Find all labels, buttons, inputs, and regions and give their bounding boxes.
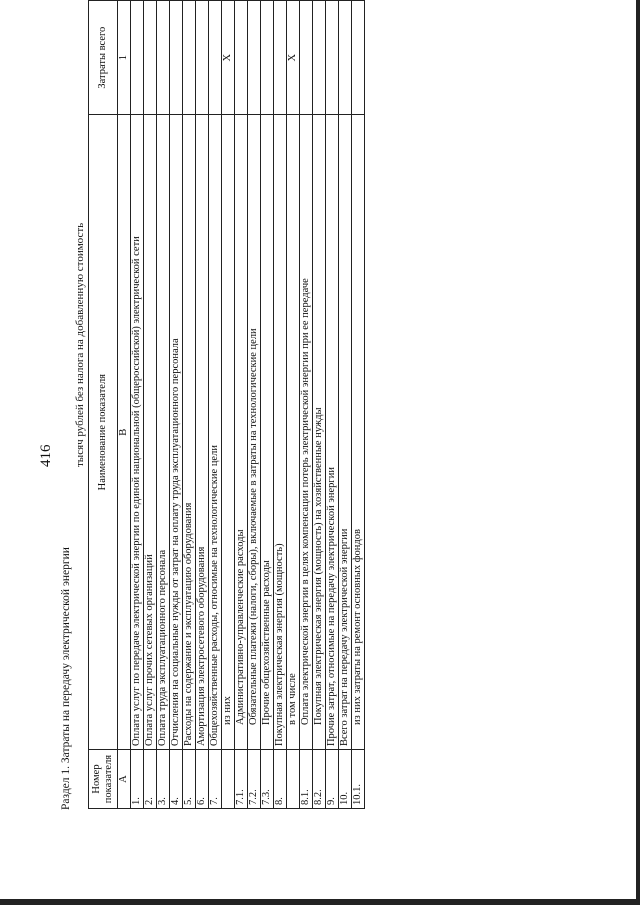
row-total [131,1,144,115]
subheader-name: В [118,115,131,750]
table-row [222,1,235,809]
table-row [300,1,313,809]
table-row [352,1,365,809]
row-name: Общехозяйственные расходы, относимые на технологические цели [209,115,222,750]
table-row [209,1,222,809]
table-row [144,1,157,809]
row-number [222,750,235,809]
row-number: 10. [339,750,352,809]
row-name: Обязательные платежи (налоги, сборы), включаемые в затраты на технологические цели [248,115,261,750]
page-number: 416 [38,444,54,467]
row-name: Оплата услуг прочих сетевых организаций [144,115,157,750]
row-name: Прочие общехозяйственные расходы [261,115,274,750]
subheader-row [118,1,131,809]
row-total [170,1,183,115]
row-total [339,1,352,115]
row-name: Оплата труда эксплуатационного персонала [157,115,170,750]
row-total [144,1,157,115]
row-number: 9. [326,750,339,809]
table-row [287,1,300,809]
row-total [183,1,196,115]
row-total: X [287,1,300,115]
row-number: 4. [170,750,183,809]
row-number: 5. [183,750,196,809]
row-total [196,1,209,115]
table-body [131,1,365,809]
row-number: 7.2. [248,750,261,809]
row-name: Оплата электрической энергии в целях компенсации потерь электрической энергии при ее передаче [300,115,313,750]
row-name: Покупная электрическая энергия (мощность) [274,115,287,750]
row-name: Прочие затрат, относимые на передачу электрической энергии [326,115,339,750]
row-number: 3. [157,750,170,809]
row-number: 1. [131,750,144,809]
row-total [352,1,365,115]
row-number: 7.1. [235,750,248,809]
row-total [209,1,222,115]
row-number: 8.2. [313,750,326,809]
row-name: из них [222,115,235,750]
subheader-number: А [118,750,131,809]
table-row [313,1,326,809]
table-row [183,1,196,809]
table-row [131,1,144,809]
row-total: X [222,1,235,115]
row-total [313,1,326,115]
header-number: Номер показателя [89,750,118,809]
table-row [339,1,352,809]
table-row [196,1,209,809]
row-number: 10.1. [352,750,365,809]
row-number: 2. [144,750,157,809]
row-name: Расходы на содержание и эксплуатацию оборудования [183,115,196,750]
header-row [89,1,118,809]
row-name: Амортизация электросетевого оборудования [196,115,209,750]
row-total [300,1,313,115]
row-number: 7. [209,750,222,809]
subheader-total: 1 [118,1,131,115]
row-total [274,1,287,115]
table-row [157,1,170,809]
table-row [235,1,248,809]
row-number: 8. [274,750,287,809]
row-total [261,1,274,115]
table-row [326,1,339,809]
row-name: Отчисления на социальные нужды от затрат на оплату труда эксплуатационного персонала [170,115,183,750]
row-total [235,1,248,115]
row-name: из них затраты на ремонт основных фондов [352,115,365,750]
row-name: Всего затрат на передачу электрической энергии [339,115,352,750]
row-name: в том числе [287,115,300,750]
row-number [287,750,300,809]
header-name: Наименование показателя [89,115,118,750]
costs-table [88,0,365,809]
units-note: тысяч рублей без налога на добавленную стоимость [74,222,86,467]
row-name: Административно-управленческие расходы [235,115,248,750]
row-number: 8.1. [300,750,313,809]
row-total [248,1,261,115]
table-row [261,1,274,809]
section-title: Раздел 1. Затраты на передачу электрической энергии [60,547,72,810]
row-total [157,1,170,115]
row-number: 6. [196,750,209,809]
row-number: 7.3. [261,750,274,809]
row-name: Покупная электрическая энергия (мощность) на хозяйственные нужды [313,115,326,750]
table-row [170,1,183,809]
header-total: Затраты всего [89,1,118,115]
row-total [326,1,339,115]
table-row [248,1,261,809]
row-name: Оплата услуг по передаче электрической энергии по единой национальной (общероссийской) электрической сети [131,115,144,750]
table-row [274,1,287,809]
